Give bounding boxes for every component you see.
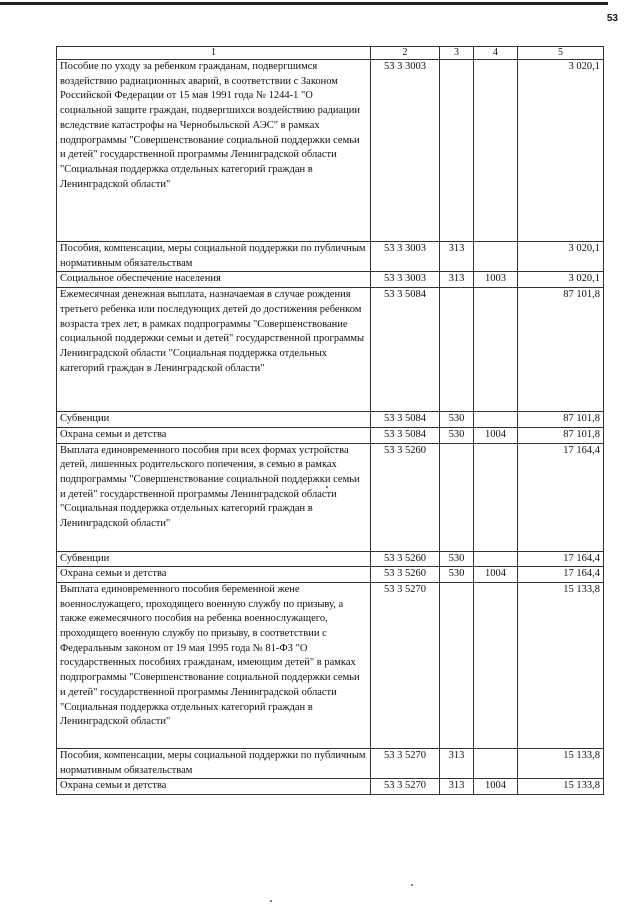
row-expense-type bbox=[440, 582, 474, 748]
row-section: 1003 bbox=[474, 272, 518, 288]
scan-speck bbox=[270, 900, 272, 902]
row-section bbox=[474, 412, 518, 428]
row-amount: 3 020,1 bbox=[518, 242, 604, 272]
header-col-4: 4 bbox=[474, 47, 518, 60]
table-row bbox=[57, 427, 604, 443]
top-border-line bbox=[0, 2, 608, 5]
header-col-2: 2 bbox=[371, 47, 440, 60]
scan-speck bbox=[326, 486, 328, 488]
table-row bbox=[57, 412, 604, 428]
table-row bbox=[57, 443, 604, 551]
row-section bbox=[474, 60, 518, 242]
row-name: Пособие по уходу за ребенком гражданам, подвергшимся воздействию радиационных аварий, в соответствии с Законом Российской Федерации от 15 мая 1991 года № 1244-1 "О социальной защите граждан, подвергшихся воздействию радиации вследствие катастрофы на Чернобыльской АЭС" в рамках подпрограммы "Совершенствование социальной поддержки семьи и детей" государственной программы Ленинградской области "Социальная поддержка отдельных категорий граждан в Ленинградской области" bbox=[57, 60, 371, 242]
row-name: Выплата единовременного пособия беременной жене военнослужащего, проходящего военную службу по призыву, а также ежемесячного пособия на ребенка военнослужащего, проходящего военную службу по призыву, в соответствии с Федеральным законом от 19 мая 1995 года № 81-ФЗ "О государственных пособиях гражданам, имеющим детей" в рамках подпрограммы "Совершенствование социальной поддержки семьи и детей" государственной программы Ленинградской области "Социальная поддержка отдельных категорий граждан в Ленинградской области" bbox=[57, 582, 371, 748]
row-amount: 17 164,4 bbox=[518, 567, 604, 583]
row-amount: 3 020,1 bbox=[518, 60, 604, 242]
row-target-code: 53 3 3003 bbox=[371, 272, 440, 288]
table-row bbox=[57, 60, 604, 242]
row-target-code: 53 3 5260 bbox=[371, 443, 440, 551]
row-section bbox=[474, 443, 518, 551]
row-expense-type: 313 bbox=[440, 242, 474, 272]
scan-speck bbox=[411, 884, 413, 886]
row-section: 1004 bbox=[474, 779, 518, 795]
row-expense-type: 313 bbox=[440, 272, 474, 288]
header-col-3: 3 bbox=[440, 47, 474, 60]
row-target-code: 53 3 5260 bbox=[371, 551, 440, 567]
table-row bbox=[57, 272, 604, 288]
row-expense-type bbox=[440, 443, 474, 551]
row-target-code: 53 3 5270 bbox=[371, 779, 440, 795]
row-section: 1004 bbox=[474, 427, 518, 443]
table-row bbox=[57, 242, 604, 272]
row-section bbox=[474, 242, 518, 272]
row-expense-type: 530 bbox=[440, 427, 474, 443]
row-expense-type bbox=[440, 288, 474, 412]
row-amount: 3 020,1 bbox=[518, 272, 604, 288]
row-expense-type: 530 bbox=[440, 551, 474, 567]
row-target-code: 53 3 5270 bbox=[371, 748, 440, 778]
row-target-code: 53 3 3003 bbox=[371, 60, 440, 242]
row-name: Выплата единовременного пособия при всех формах устройства детей, лишенных родительского попечения, в семью в рамках подпрограммы "Совершенствование социальной поддержки семьи и детей" государственной программы Ленинградской области "Социальная поддержка отдельных категорий граждан в Ленинградской области" bbox=[57, 443, 371, 551]
row-section bbox=[474, 748, 518, 778]
row-amount: 87 101,8 bbox=[518, 427, 604, 443]
row-name: Пособия, компенсации, меры социальной поддержки по публичным нормативным обязательствам bbox=[57, 748, 371, 778]
budget-table bbox=[56, 46, 604, 795]
row-expense-type bbox=[440, 60, 474, 242]
row-amount: 87 101,8 bbox=[518, 288, 604, 412]
row-name: Субвенции bbox=[57, 412, 371, 428]
page-number: 53 bbox=[606, 13, 618, 24]
row-section bbox=[474, 288, 518, 412]
row-amount: 87 101,8 bbox=[518, 412, 604, 428]
row-amount: 15 133,8 bbox=[518, 748, 604, 778]
table-row bbox=[57, 779, 604, 795]
row-name: Охрана семьи и детства bbox=[57, 779, 371, 795]
row-section bbox=[474, 582, 518, 748]
row-name: Субвенции bbox=[57, 551, 371, 567]
row-amount: 17 164,4 bbox=[518, 443, 604, 551]
row-expense-type: 530 bbox=[440, 567, 474, 583]
header-col-1: 1 bbox=[57, 47, 371, 60]
header-col-5: 5 bbox=[518, 47, 604, 60]
row-target-code: 53 3 5260 bbox=[371, 567, 440, 583]
table-row bbox=[57, 748, 604, 778]
row-name: Пособия, компенсации, меры социальной поддержки по публичным нормативным обязательствам bbox=[57, 242, 371, 272]
row-expense-type: 313 bbox=[440, 779, 474, 795]
row-target-code: 53 3 5270 bbox=[371, 582, 440, 748]
row-section bbox=[474, 551, 518, 567]
row-section: 1004 bbox=[474, 567, 518, 583]
row-expense-type: 530 bbox=[440, 412, 474, 428]
table-row bbox=[57, 288, 604, 412]
row-name: Ежемесячная денежная выплата, назначаемая в случае рождения третьего ребенка или последующих детей до достижения ребенком возраста трех лет, в рамках подпрограммы "Совершенствование социальной поддержки семьи и детей" государственной программы Ленинградской области "Социальная поддержка отдельных категорий граждан в Ленинградской области" bbox=[57, 288, 371, 412]
row-amount: 15 133,8 bbox=[518, 582, 604, 748]
row-target-code: 53 3 5084 bbox=[371, 427, 440, 443]
table-row bbox=[57, 567, 604, 583]
row-target-code: 53 3 5084 bbox=[371, 412, 440, 428]
table-row bbox=[57, 582, 604, 748]
row-name: Охрана семьи и детства bbox=[57, 427, 371, 443]
row-target-code: 53 3 5084 bbox=[371, 288, 440, 412]
row-expense-type: 313 bbox=[440, 748, 474, 778]
row-name: Охрана семьи и детства bbox=[57, 567, 371, 583]
table-row bbox=[57, 551, 604, 567]
row-name: Социальное обеспечение населения bbox=[57, 272, 371, 288]
row-amount: 15 133,8 bbox=[518, 779, 604, 795]
row-target-code: 53 3 3003 bbox=[371, 242, 440, 272]
table-header-row bbox=[57, 47, 604, 60]
row-amount: 17 164,4 bbox=[518, 551, 604, 567]
